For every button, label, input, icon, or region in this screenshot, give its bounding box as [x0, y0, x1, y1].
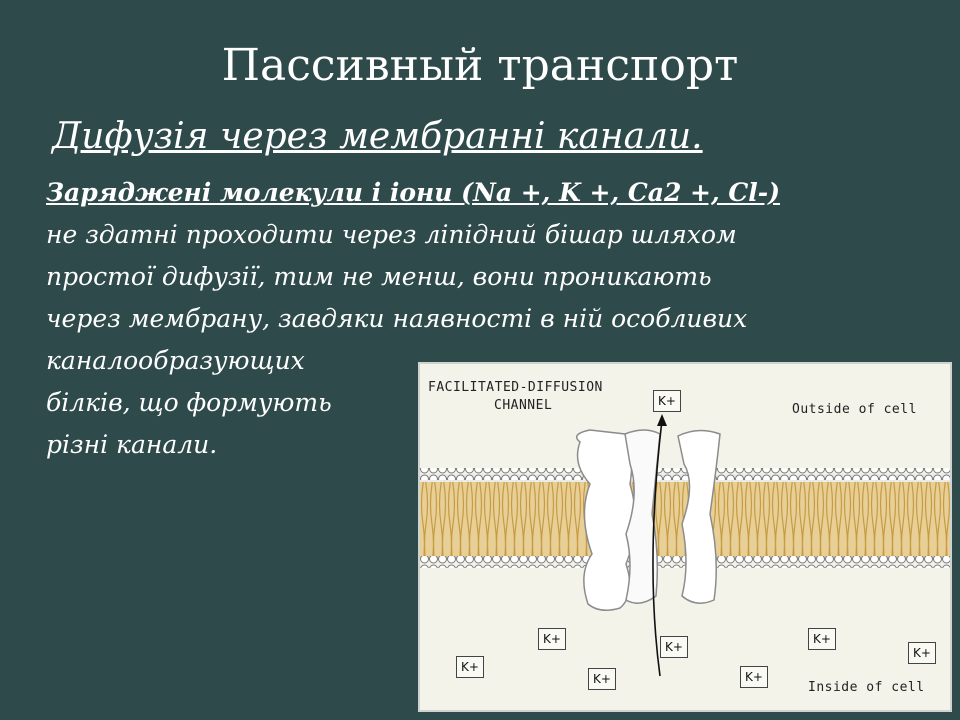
potassium-ion: K+ — [808, 628, 836, 650]
membrane-channel-illustration — [418, 362, 952, 712]
potassium-ion: K+ — [456, 656, 484, 678]
potassium-ion: K+ — [740, 666, 768, 688]
potassium-ion: K+ — [908, 642, 936, 664]
channel-label-line1: FACILITATED-DIFFUSION — [428, 380, 603, 395]
body-line: через мембрану, завдяки наявності в ній особливих — [46, 304, 748, 333]
potassium-ion: K+ — [660, 636, 688, 658]
body-line: різні канали. — [46, 430, 218, 459]
body-line: простої дифузії, тим не менш, вони проникають — [46, 262, 712, 291]
potassium-ion: K+ — [538, 628, 566, 650]
body-line-lead: Заряджені молекули і іони (Na +, K +, Ca2 +, Cl-) — [46, 178, 781, 207]
slide-title: Пассивный транспорт — [221, 40, 739, 91]
body-line: не здатні проходити через ліпідний бішар шляхом — [46, 220, 737, 249]
potassium-ion: K+ — [588, 668, 616, 690]
potassium-ion-outside: K+ — [653, 390, 681, 412]
channel-label-line2: CHANNEL — [494, 398, 553, 413]
body-line: білків, що формують — [46, 388, 332, 417]
slide-subtitle: Дифузія через мембранні канали. — [52, 116, 703, 157]
outside-of-cell-label: Outside of cell — [792, 402, 917, 417]
body-line: каналообразующих — [46, 346, 305, 375]
inside-of-cell-label: Inside of cell — [808, 680, 925, 695]
